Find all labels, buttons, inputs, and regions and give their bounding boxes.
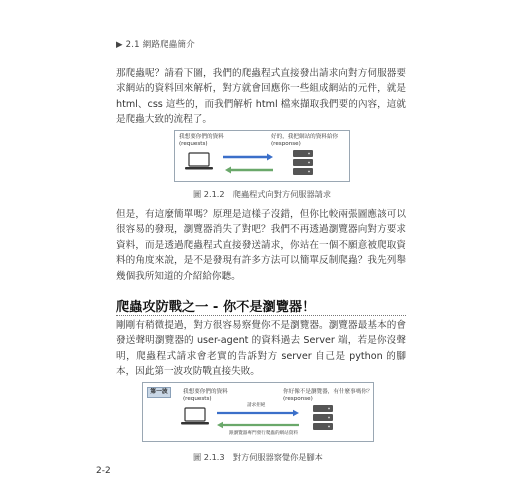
header-section-title: 網路爬蟲簡介: [142, 40, 195, 50]
server-icon: [293, 150, 313, 175]
response-arrow: [225, 167, 273, 174]
section-title: 爬蟲攻防戰之一 - 你不是瀏覽器！: [116, 300, 316, 315]
figure2-bottom-label: 跟瀏覽器專門發行爬蟲的網站資料: [229, 431, 298, 436]
header-arrow-icon: ▶: [116, 40, 123, 50]
figure1-right-label: 好的，我把網站的資料給你: [271, 134, 339, 140]
request-arrow: [223, 154, 273, 161]
server-icon: [313, 405, 333, 430]
figure2-caption: 圖 2.1.3 對方伺服器察覺你是腳本: [193, 452, 323, 462]
section-divider: [116, 315, 406, 316]
figure2-middle-label: 請求拒絕: [247, 403, 266, 408]
figure1-graphic: [175, 131, 349, 181]
figure1-right-sublabel: (response): [271, 141, 301, 147]
response-arrow: [217, 422, 299, 428]
figure-crawler-request: [174, 130, 350, 182]
laptop-icon: [181, 408, 209, 425]
request-arrow: [217, 410, 299, 416]
figure1-left-sublabel: (requests): [179, 141, 208, 147]
figure1-left-label: 我想要你們的資料: [179, 134, 224, 140]
figure-server-detects-script: [142, 382, 374, 442]
paragraph-crawler-intro: 那爬蟲呢？請看下圖，我們的爬蟲程式直接發出請求向對方伺服器要求網站的資料回來解析，對方就會回應你一些組成網站的元件，就是 html、css 這些的，而我們解析 html 檔來擷取我們要的內容，這就是爬蟲大致的流程了。: [116, 68, 406, 126]
figure1-caption: 圖 2.1.2 爬蟲程式向對方伺服器請求: [193, 189, 332, 199]
paragraph-browser-missing: 但是，有這麼簡單嗎？原理是這樣子沒錯，但你比較兩張圖應該可以很容易的發現，瀏覽器消失了對吧？我們不再透過瀏覽器向對方要求資料，而是透過爬蟲程式直接發送請求，你站在一個不願意被爬取資料的角度來說，是不是發現有許多方法可以簡單反制爬蟲？我先列舉幾個我所知道的介紹給你聽。: [116, 209, 406, 282]
paragraph-user-agent: 剛剛有稍微提過，對方很容易察覺你不是瀏覽器。瀏覽器最基本的會發送聲明瀏覽器的 user-agent 的資料過去 Server 端，若是你沒聲明，爬蟲程式請求會老實的告訴對方 server 自己是 python 的腳本，因此第一波攻防戰直接失敗。: [116, 320, 406, 378]
figure2-graphic: [143, 383, 373, 441]
page-number: 2-2: [96, 466, 111, 476]
figure2-left-sublabel: (requests): [183, 396, 212, 402]
header-section-number: 2.1: [125, 40, 140, 50]
figure2-left-label: 我想要你們的資料: [183, 389, 228, 395]
figure2-right-sublabel: (response): [283, 396, 313, 402]
figure2-right-label: 你好像不是瀏覽器，有什麼事嗎你？: [283, 389, 373, 395]
figure2-step-badge: 第一波: [147, 387, 171, 398]
laptop-icon: [185, 153, 213, 170]
running-header: [116, 38, 195, 50]
